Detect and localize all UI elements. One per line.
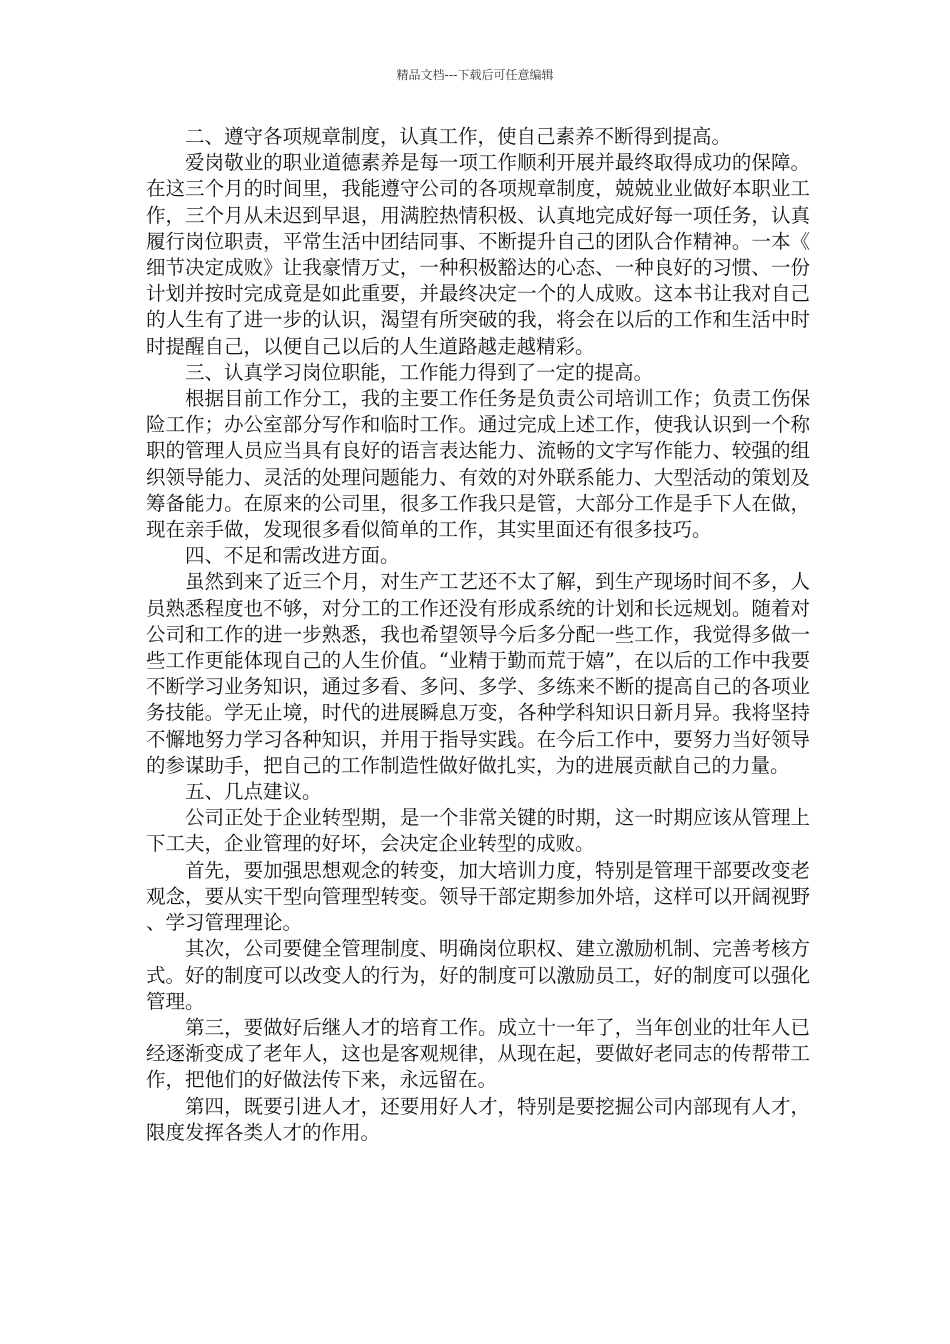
section-four-heading: 四、不足和需改进方面。	[185, 544, 400, 568]
suggestion-third: 第三，要做好后继人才的培育工作。成立十一年了，当年创业的壮年人已经逐渐变成了老年人，这也是客观规律，从现在起，要做好老同志的传帮带工作，把他们的好做法传下来，永远留在。	[146, 1015, 810, 1092]
body-paragraph: 公司正处于企业转型期，是一个非常关键的时期，这一时期应该从管理上下工夫，企业管理的好坏，会决定企业转型的成败。	[146, 806, 810, 856]
page-header: 精品文档---下载后可任意编辑	[396, 68, 554, 82]
suggestion-fourth: 第四，既要引进人才，还要用好人才，特别是要挖掘公司内部现有人才，限度发挥各类人才的作用。	[146, 1094, 810, 1144]
section-three-heading: 三、认真学习岗位职能，工作能力得到了一定的提高。	[185, 360, 654, 384]
body-paragraph: 虽然到来了近三个月，对生产工艺还不太了解，到生产现场时间不多，人员熟悉程度也不够，对分工的工作还没有形成系统的计划和长远规划。随着对公司和工作的进一步熟悉，我也希望领导今后多分配一些工作，我觉得多做一些工作更能体现自己的人生价值。“业精于勤而荒于嬉”，在以后的工作中我要不断学习业务知识，通过多看、多问、多学、多练来不断的提高自己的各项业务技能。学无止境，时代的进展瞬息万变，各种学科知识日新月异。我将坚持不懈地努力学习各种知识，并用于指导实践。在今后工作中，要努力当好领导的参谋助手，把自己的工作制造性做好做扎实，为的进展贡献自己的力量。	[146, 570, 810, 777]
body-paragraph: 根据目前工作分工，我的主要工作任务是负责公司培训工作；负责工伤保险工作；办公室部分写作和临时工作。通过完成上述工作，使我认识到一个称职的管理人员应当具有良好的语言表达能力、流畅的文字写作能力、较强的组织领导能力、灵活的处理问题能力、有效的对外联系能力、大型活动的策划及筹备能力。在原来的公司里，很多工作我只是管，大部分工作是手下人在做，现在亲手做，发现很多看似简单的工作，其实里面还有很多技巧。	[146, 387, 810, 542]
document-body	[146, 124, 810, 1146]
suggestion-second: 其次，公司要健全管理制度、明确岗位职权、建立激励机制、完善考核方式。好的制度可以改变人的行为，好的制度可以激励员工，好的制度可以强化管理。	[146, 937, 810, 1013]
suggestion-first: 首先，要加强思想观念的转变，加大培训力度，特别是管理干部要改变老观念，要从实干型向管理型转变。领导干部定期参加外培，这样可以开阔视野、学习管理理论。	[146, 858, 810, 935]
section-five-heading: 五、几点建议。	[185, 780, 322, 804]
section-two-heading: 二、遵守各项规章制度，认真工作，使自己素养不断得到提高。	[185, 125, 732, 148]
body-paragraph: 爱岗敬业的职业道德素养是每一项工作顺利开展并最终取得成功的保障。在这三个月的时间里，我能遵守公司的各项规章制度，兢兢业业做好本职业工作，三个月从未迟到早退，用满腔热情积极、认真地完成好每一项任务，认真履行岗位职责，平常生活中团结同事、不断提升自己的团队合作精神。一本《细节决定成败》让我豪情万丈，一种积极豁达的心态、一种良好的习惯、一份计划并按时完成竟是如此重要，并最终决定一个的人成败。这本书让我对自己的人生有了进一步的认识，渴望有所突破的我，将会在以后的工作和生活中时时提醒自己，以便自己以后的人生道路越走越精彩。	[146, 151, 810, 358]
